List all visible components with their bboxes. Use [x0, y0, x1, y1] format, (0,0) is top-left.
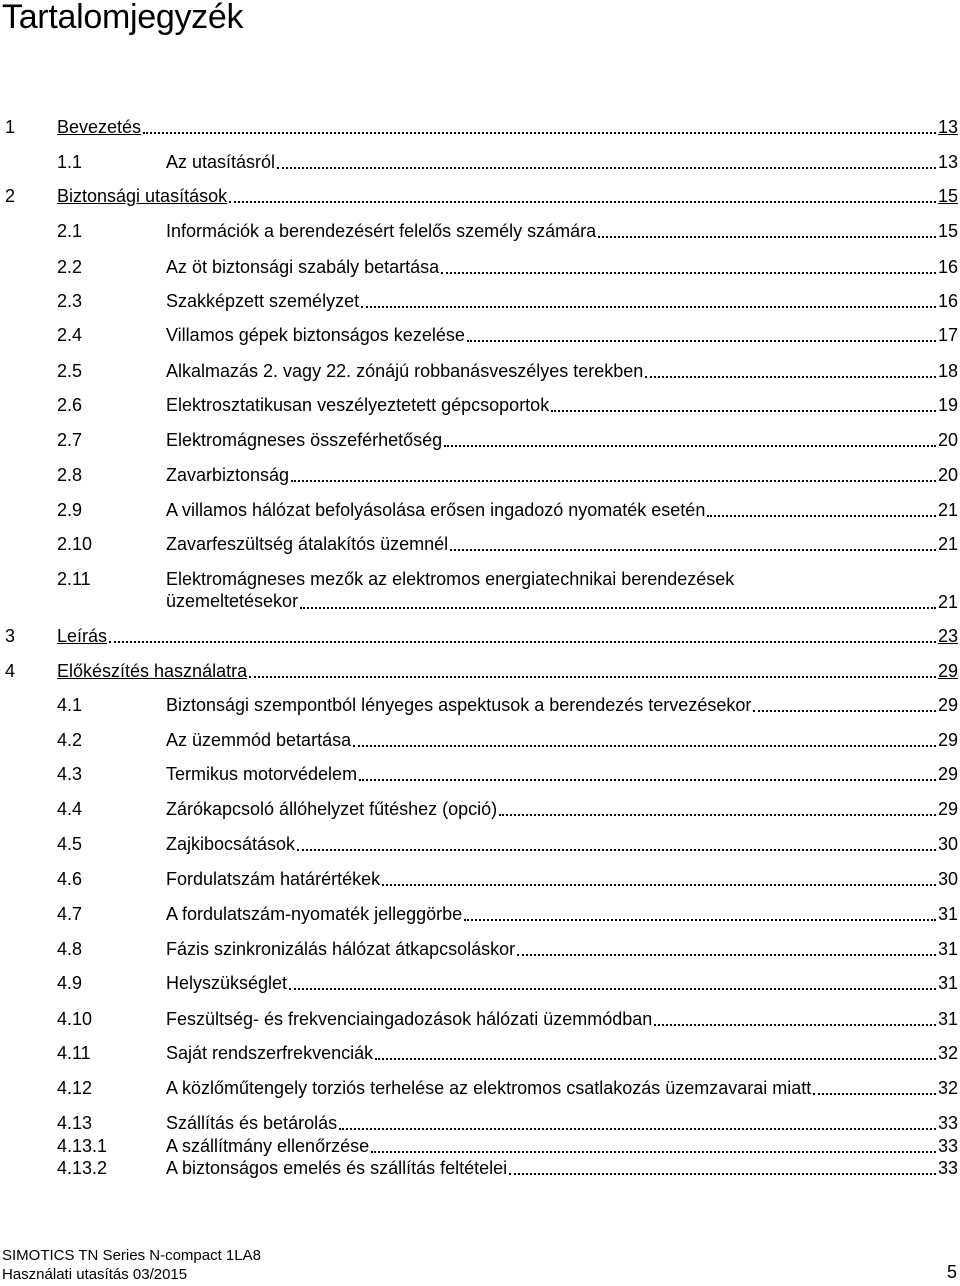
dot-leader [509, 1173, 936, 1175]
toc-entry-page: 16 [937, 291, 958, 311]
dot-leader [517, 954, 936, 956]
toc-entry-title: Szállítás és betárolás [166, 1113, 338, 1133]
toc-entry-number: 2 [5, 186, 16, 206]
toc-entry-title: Zavarbiztonság [166, 465, 290, 485]
toc-entry-page: 33 [937, 1158, 958, 1178]
toc-entry-number: 1 [5, 117, 16, 137]
dot-leader [143, 132, 936, 134]
dot-leader [707, 515, 936, 517]
toc-entry-number: 2.4 [57, 325, 83, 345]
dot-leader [499, 814, 936, 816]
toc-entry-page: 29 [937, 764, 958, 784]
toc-entry-title: Biztonsági szempontból lényeges aspektusok a berendezés tervezésekor [166, 695, 752, 715]
toc-entry-title: Az utasításról [166, 152, 276, 172]
toc-entry-page: 30 [937, 834, 958, 854]
toc-entry-number: 2.9 [57, 500, 83, 520]
dot-leader [467, 340, 936, 342]
toc-entry-page: 30 [937, 869, 958, 889]
toc-entry-page: 21 [937, 592, 958, 612]
toc-entry-title: Feszültség- és frekvenciaingadozások hálózati üzemmódban [166, 1009, 653, 1029]
toc-entry-number: 1.1 [57, 152, 83, 172]
toc-entry-number: 4.13 [57, 1113, 93, 1133]
dot-leader [249, 676, 936, 678]
dot-leader [353, 745, 936, 747]
toc-entry-number: 2.2 [57, 257, 83, 277]
dot-leader [813, 1093, 936, 1095]
toc-entry-number: 2.1 [57, 221, 83, 241]
toc-entry-title: A fordulatszám-nyomaték jelleggörbe [166, 904, 463, 924]
toc-entry-title: Szakképzett személyzet [166, 291, 360, 311]
dot-leader [551, 410, 936, 412]
dot-leader [753, 710, 936, 712]
dot-leader [109, 641, 936, 643]
dot-leader [291, 480, 936, 482]
dot-leader [598, 236, 936, 238]
toc-entry-title: Termikus motorvédelem [166, 764, 358, 784]
dot-leader [654, 1024, 936, 1026]
dot-leader [645, 376, 936, 378]
toc-entry-title: Előkészítés használatra [57, 661, 248, 681]
toc-entry-number: 2.6 [57, 395, 83, 415]
toc-entry-title: Az öt biztonsági szabály betartása [166, 257, 440, 277]
toc-entry-number: 2.8 [57, 465, 83, 485]
toc-entry-page: 33 [937, 1113, 958, 1133]
dot-leader [444, 445, 936, 447]
toc-entry-title: Zavarfeszültség átalakítós üzemnél [166, 534, 449, 554]
toc-entry-title: Bevezetés [57, 117, 142, 137]
toc-entry-title: Villamos gépek biztonságos kezelése [166, 325, 465, 345]
toc-entry-page: 31 [937, 939, 958, 959]
toc-entry-page: 29 [937, 730, 958, 750]
toc-entry-title: Fázis szinkronizálás hálózat átkapcsoláskor [166, 939, 516, 959]
toc-entry-number: 4.2 [57, 730, 83, 750]
dot-leader [277, 167, 936, 169]
toc-entry-title: Elektromágneses összeférhetőség [166, 430, 443, 450]
toc-entry-title [166, 568, 734, 612]
page-title: Tartalomjegyzék [2, 0, 244, 36]
toc-entry-page: 15 [937, 186, 958, 206]
toc-entry-number: 4.13.1 [57, 1136, 108, 1156]
toc-entry-page: 23 [937, 626, 958, 646]
dot-leader [359, 779, 936, 781]
toc-entry-page: 33 [937, 1136, 958, 1156]
toc-entry-title: Elektrosztatikusan veszélyeztetett gépcsoportok [166, 395, 550, 415]
toc-entry-number: 4.7 [57, 904, 83, 924]
toc-entry-number: 2.5 [57, 361, 83, 381]
toc-entry-page: 29 [937, 695, 958, 715]
toc-entry-number: 4.13.2 [57, 1158, 108, 1178]
toc-entry-title: Információk a berendezésért felelős személy számára [166, 221, 597, 241]
toc-entry-number: 4.6 [57, 869, 83, 889]
dot-leader [441, 272, 936, 274]
toc-entry-title: Fordulatszám határértékek [166, 869, 381, 889]
toc-entry-title: Helyszükséglet [166, 973, 288, 993]
toc-entry-page: 20 [937, 465, 958, 485]
toc-entry-page: 15 [937, 221, 958, 241]
toc-entry-title-line-1: Elektromágneses mezők az elektromos energiatechnikai berendezések [166, 569, 735, 589]
dot-leader [297, 849, 936, 851]
toc-entry-title: Leírás [57, 626, 108, 646]
toc-entry-page: 29 [937, 799, 958, 819]
toc-entry-page: 31 [937, 973, 958, 993]
toc-entry-title: A szállítmány ellenőrzése [166, 1136, 370, 1156]
dot-leader [382, 884, 936, 886]
toc-entry-title-line-2: üzemeltetésekor [166, 591, 299, 611]
dot-leader [300, 607, 936, 609]
toc-entry-title: Zajkibocsátások [166, 834, 296, 854]
toc-entry-number: 3 [5, 626, 16, 646]
toc-entry-page: 32 [937, 1043, 958, 1063]
toc-entry-page: 21 [937, 534, 958, 554]
toc-entry-title: Alkalmazás 2. vagy 22. zónájú robbanásveszélyes terekben [166, 361, 644, 381]
toc-entry-number: 4.8 [57, 939, 83, 959]
toc-entry-page: 16 [937, 257, 958, 277]
toc-entry-number: 2.7 [57, 430, 83, 450]
toc-entry-page: 20 [937, 430, 958, 450]
toc-entry-page: 19 [937, 395, 958, 415]
dot-leader [339, 1128, 936, 1130]
toc-entry-number: 2.10 [57, 534, 93, 554]
toc-entry-page: 17 [937, 325, 958, 345]
toc-entry-number: 4.11 [57, 1043, 91, 1063]
dot-leader [464, 919, 936, 921]
toc-entry-number: 2.3 [57, 291, 83, 311]
toc-entry-page: 29 [937, 661, 958, 681]
footer-document-name: Használati utasítás 03/2015 [2, 1266, 188, 1283]
toc-entry-number: 4.12 [57, 1078, 93, 1098]
toc-entry-page: 13 [937, 117, 958, 137]
toc-entry-number: 4.4 [57, 799, 83, 819]
dot-leader [450, 549, 936, 551]
toc-entry-title: Az üzemmód betartása [166, 730, 352, 750]
toc-entry-number: 4.1 [57, 695, 83, 715]
toc-entry-page: 31 [937, 904, 958, 924]
dot-leader [229, 201, 936, 203]
dot-leader [289, 988, 936, 990]
toc-entry-page: 21 [937, 500, 958, 520]
dot-leader [371, 1151, 936, 1153]
toc-entry-title: Saját rendszerfrekvenciák [166, 1043, 374, 1063]
toc-entry-number: 4.9 [57, 973, 83, 993]
toc-entry-title: Zárókapcsoló állóhelyzet fűtéshez (opció) [166, 799, 498, 819]
toc-entry-title: A biztonságos emelés és szállítás feltételei [166, 1158, 508, 1178]
toc-entry-title: Biztonsági utasítások [57, 186, 228, 206]
toc-entry-number: 4.5 [57, 834, 83, 854]
toc-entry-number: 4 [5, 661, 16, 681]
footer-page-number: 5 [946, 1262, 957, 1282]
toc-entry-title: A villamos hálózat befolyásolása erősen ingadozó nyomaték esetén [166, 500, 706, 520]
toc-entry-page: 32 [937, 1078, 958, 1098]
footer-product-name: SIMOTICS TN Series N-compact 1LA8 [2, 1247, 261, 1264]
toc-entry-page: 31 [937, 1009, 958, 1029]
toc-entry-page: 18 [937, 361, 958, 381]
toc-entry-number: 2.11 [57, 569, 91, 589]
toc-entry-page: 13 [937, 152, 958, 172]
toc-entry-title: A közlőműtengely torziós terhelése az elektromos csatlakozás üzemzavarai miatt [166, 1078, 812, 1098]
toc-entry-number: 4.10 [57, 1009, 93, 1029]
dot-leader [375, 1058, 936, 1060]
dot-leader [361, 306, 936, 308]
toc-entry-number: 4.3 [57, 764, 83, 784]
